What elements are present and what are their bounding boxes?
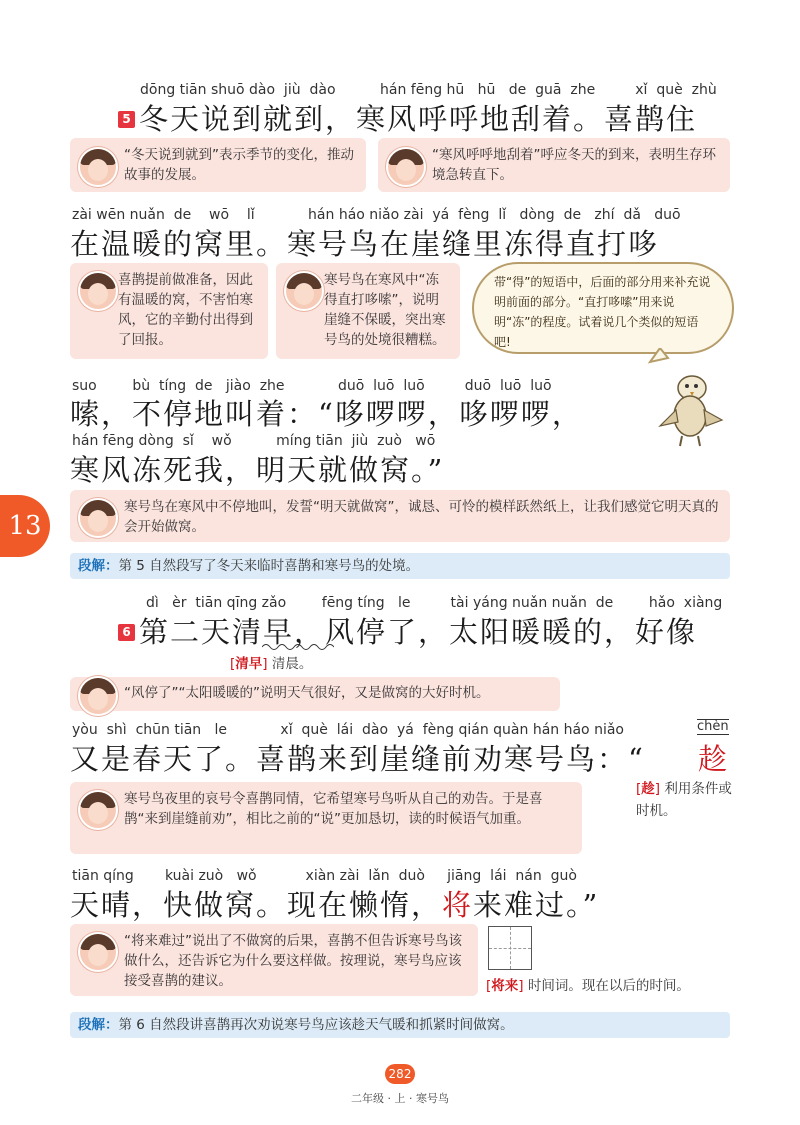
annotation-text: 寒号鸟夜里的哀号令喜鹊同情，它希望寒号鸟听从自己的劝告。于是喜鹊“来到崖缝前劝”，相比之前的“说”更加恳切，读的时候语气加重。	[124, 791, 543, 827]
annotation-note	[70, 263, 268, 359]
girl-avatar-icon	[386, 147, 426, 187]
annotation-note	[378, 138, 730, 192]
bird-illustration-icon	[640, 348, 730, 448]
pinyin-line: dì èr tiān qīng zǎo fēng tíng le tài yáng nuǎn nuǎn de hǎo xiàng	[146, 595, 723, 611]
annotation-note	[276, 263, 460, 359]
annotation-note	[70, 490, 730, 542]
annotation-text: 寒号鸟在寒风中“冻得直打哆嗦”，说明崖缝不保暖，突出寒号鸟的处境很糟糕。	[324, 272, 446, 348]
vocab-word: 清早	[235, 656, 263, 672]
paragraph-summary-bar	[70, 1012, 730, 1038]
annotation-text: 喜鹊提前做准备，因此有温暖的窝，不害怕寒风，它的辛勤付出得到了回报。	[118, 272, 253, 348]
pinyin-line: hán fēng dòng sǐ wǒ míng tiān jiù zuò wō	[72, 433, 436, 449]
vocab-def: 清晨。	[271, 656, 313, 672]
text-line-content: 第二天清早，风停了，太阳暖暖的，好像	[139, 615, 698, 649]
text-line: 嗦，不停地叫着：“哆啰啰，哆啰啰，	[70, 397, 583, 431]
pinyin-line: yòu shì chūn tiān le xǐ què lái dào yá fèng qián quàn hán háo niǎo	[72, 722, 624, 738]
paragraph-number: 5	[118, 111, 135, 128]
vocab-word: 将来	[491, 978, 519, 994]
annotation-note	[70, 782, 582, 854]
pinyin-box: chèn	[697, 719, 729, 734]
pinyin-line: dōng tiān shuō dào jiù dào hán fēng hū hū de guā zhe xǐ què zhù	[140, 82, 717, 98]
writing-grid-box	[488, 926, 532, 970]
text-line-content: 冬天说到就到，寒风呼呼地刮着。喜鹊住	[139, 102, 698, 136]
tip-text: 带“得”的短语中，后面的部分用来补充说明前面的部分。“直打哆嗦”用来说明“冻”的程度。试着说几个类似的短语吧!	[494, 275, 711, 349]
girl-avatar-icon	[78, 676, 118, 716]
text-line: 寒风冻死我，明天就做窝。”	[70, 453, 445, 487]
page-number: 282	[385, 1064, 415, 1084]
paragraph-number: 6	[118, 624, 135, 641]
text-line-content: 天晴，快做窝。现在懒惰，	[70, 888, 443, 922]
pinyin-line: zài wēn nuǎn de wō lǐ hán háo niǎo zài yá fèng lǐ dòng de zhí dǎ duō	[72, 207, 681, 223]
summary-label: 段解：	[78, 558, 119, 574]
girl-avatar-icon	[78, 932, 118, 972]
girl-avatar-icon	[284, 271, 324, 311]
wavy-underline	[262, 642, 334, 652]
text-line	[70, 883, 599, 924]
highlight-char: 将	[442, 888, 474, 922]
vocab-def: 利用条件或时机。	[636, 781, 732, 819]
tip-speech-bubble	[472, 262, 734, 354]
highlight-char: 趁	[698, 742, 730, 776]
text-line	[118, 97, 697, 138]
annotation-text: “将来难过”说出了不做窝的后果，喜鹊不但告诉寒号鸟该做什么，还告诉它为什么要这样做。按理说，寒号鸟应该接受喜鹊的建议。	[124, 933, 462, 989]
girl-avatar-icon	[78, 498, 118, 538]
vocab-word: 趁	[641, 781, 655, 797]
vocab-definition: [清早] 清晨。	[230, 656, 313, 672]
vocab-definition: [将来] 时间词。现在以后的时间。	[486, 978, 690, 994]
annotation-note	[70, 677, 560, 711]
annotation-text: 寒号鸟在寒风中不停地叫，发誓“明天就做窝”，诚恳、可怜的模样跃然纸上，让我们感觉它明天真的会开始做窝。	[124, 499, 719, 535]
text-line: 在温暖的窝里。寒号鸟在崖缝里冻得直打哆	[70, 227, 660, 261]
annotation-text: “冬天说到就到”表示季节的变化，推动故事的发展。	[124, 147, 354, 183]
text-line	[118, 610, 697, 651]
text-line: 又是春天了。喜鹊来到崖缝前劝寒号鸟：“	[70, 742, 645, 776]
vocab-definition: [趁] 利用条件或时机。	[636, 781, 732, 819]
text-line-content: 来难过。”	[473, 888, 600, 922]
annotation-note	[70, 138, 366, 192]
summary-label: 段解：	[78, 1017, 119, 1033]
pinyin-line: suo bù tíng de jiào zhe duō luō luō duō luō luō	[72, 378, 552, 394]
lesson-number-tab: 13	[0, 495, 50, 557]
annotation-text: “寒风呼呼地刮着”呼应冬天的到来，表明生存环境急转直下。	[432, 147, 716, 183]
girl-avatar-icon	[78, 790, 118, 830]
girl-avatar-icon	[78, 147, 118, 187]
girl-avatar-icon	[78, 271, 118, 311]
vocab-def: 时间词。现在以后的时间。	[527, 978, 690, 994]
summary-text: 第 6 自然段讲喜鹊再次劝说寒号鸟应该趁天气暖和抓紧时间做窝。	[118, 1017, 514, 1033]
book-footer: 二年级 · 上 · 寒号鸟	[351, 1092, 449, 1105]
annotation-text: “风停了”“太阳暖暖的”说明天气很好，又是做窝的大好时机。	[124, 685, 490, 701]
paragraph-summary-bar	[70, 553, 730, 579]
annotation-note	[70, 924, 478, 996]
pinyin-line: tiān qíng kuài zuò wǒ xiàn zài lǎn duò jiāng lái nán guò	[72, 868, 577, 884]
summary-text: 第 5 自然段写了冬天来临时喜鹊和寒号鸟的处境。	[118, 558, 420, 574]
